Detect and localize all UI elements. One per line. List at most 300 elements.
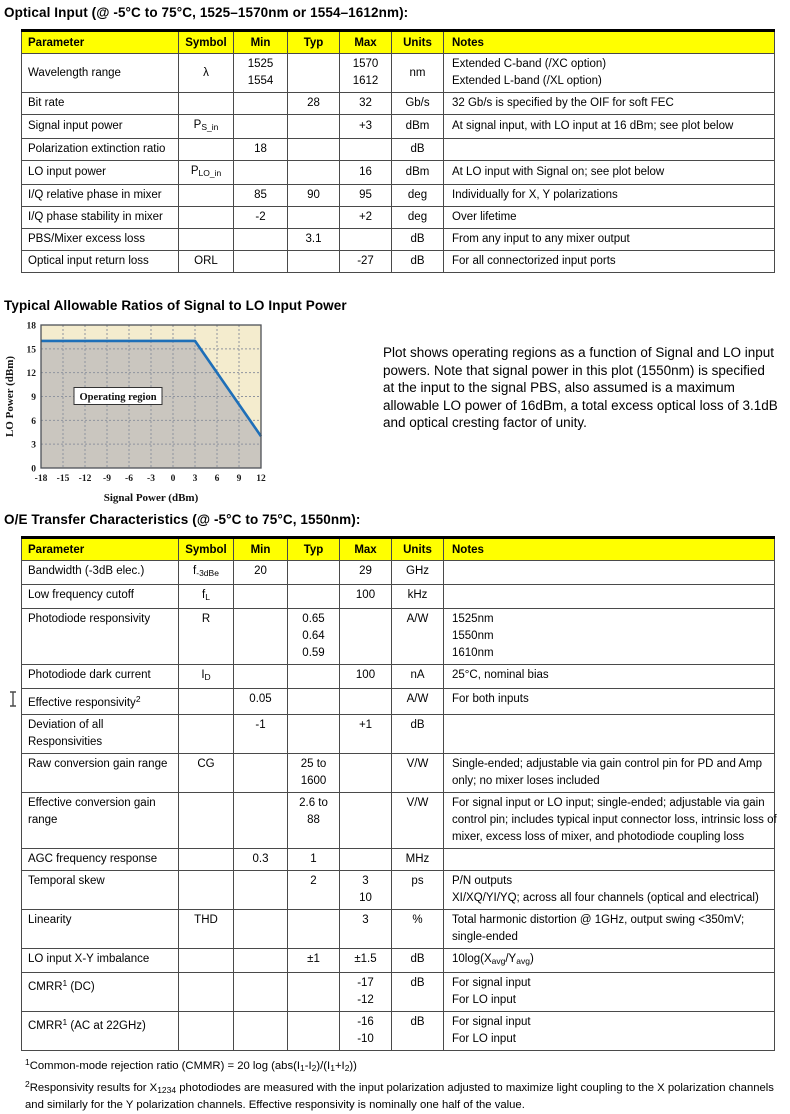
empty-cell-line — [291, 912, 336, 929]
table-row — [22, 561, 775, 585]
empty-cell-line — [343, 795, 388, 812]
cell-parameter — [22, 229, 179, 251]
table-row — [22, 849, 775, 871]
i-beam-cursor — [8, 691, 18, 707]
cell-parameter — [22, 161, 179, 185]
cell-units — [392, 871, 444, 910]
cell-line: 88 — [307, 814, 320, 826]
cell-line: only; no mixer loses included — [452, 775, 600, 787]
column-header-min: Min — [234, 31, 288, 54]
cell-parameter — [22, 207, 179, 229]
cell-min — [234, 871, 288, 910]
y-axis-tick-label: 3 — [31, 440, 36, 451]
cell-line: +3 — [358, 120, 373, 132]
cell-min — [234, 665, 288, 689]
cell-parameter — [22, 115, 179, 139]
cell-line: -27 — [357, 255, 374, 267]
cell-typ — [288, 871, 340, 910]
cell-symbol — [179, 1012, 234, 1051]
cell-line: GHz — [406, 565, 429, 577]
cell-line: Raw conversion gain range — [28, 758, 168, 770]
empty-cell-line — [182, 187, 230, 204]
cell-line: 1 — [310, 853, 317, 865]
cell-min — [234, 115, 288, 139]
cell-line: dB — [410, 719, 425, 731]
cell-line: 1525nm — [452, 613, 494, 625]
datasheet-page — [0, 5, 790, 1111]
cell-line: 3 — [362, 914, 369, 926]
cell-line: Responsivities — [28, 736, 103, 748]
x-axis-tick-label: -18 — [34, 474, 48, 484]
column-header-max: Max — [340, 538, 392, 561]
cell-line: For LO input — [452, 1033, 516, 1045]
cell-units — [392, 973, 444, 1012]
cell-notes — [444, 185, 775, 207]
section-title-oe-transfer: O/E Transfer Characteristics (@ -5°C to 75°C, 1550nm): — [4, 512, 361, 527]
cell-typ — [288, 793, 340, 849]
cell-line: Bandwidth (-3dB elec.) — [28, 565, 145, 577]
cell-line: 3 — [362, 875, 369, 887]
cell-line: control pin; includes typical input connector loss, intrinsic loss of — [452, 814, 777, 826]
empty-cell-line — [237, 118, 284, 135]
table-row — [22, 871, 775, 910]
cell-min — [234, 161, 288, 185]
empty-cell-line — [452, 717, 771, 734]
cell-min — [234, 1012, 288, 1051]
cell-units — [392, 849, 444, 871]
cell-line: PBS/Mixer excess loss — [28, 233, 145, 245]
cell-line: 32 — [359, 97, 372, 109]
cell-min — [234, 585, 288, 609]
cell-line: dB — [410, 1016, 425, 1028]
cell-max — [340, 207, 392, 229]
cell-max — [340, 793, 392, 849]
cell-line: -2 — [255, 211, 266, 223]
cell-line: single-ended — [452, 931, 518, 943]
empty-cell-line — [182, 795, 230, 812]
empty-cell-line — [237, 667, 284, 684]
cell-line: CMRR$^1$ (DC) — [28, 978, 95, 993]
cell-min — [234, 229, 288, 251]
chart-description: Plot shows operating regions as a function of Signal and LO input powers. Note that signal power in this plot (1550nm) is specified at the input to the signal PBS, also assumed is a maximum allowable LO power of 16dBm, a total excess optical loss of 3.1dB and optical cresting factor of unity. — [383, 345, 778, 430]
cell-line: -17 — [357, 977, 374, 989]
cell-units — [392, 207, 444, 229]
cell-max — [340, 665, 392, 689]
column-header-max: Max — [340, 31, 392, 54]
cell-max — [340, 139, 392, 161]
cell-symbol — [179, 161, 234, 185]
cell-line: Bit rate — [28, 97, 65, 109]
x-axis-tick-label: 6 — [214, 474, 220, 484]
cell-line: Total harmonic distortion @ 1GHz, output swing <350mV; — [452, 914, 745, 926]
cell-min — [234, 609, 288, 665]
table-row — [22, 754, 775, 793]
cell-notes — [444, 54, 775, 93]
empty-cell-line — [182, 951, 230, 968]
cell-max — [340, 54, 392, 93]
table-row — [22, 689, 775, 715]
cell-max — [340, 185, 392, 207]
cell-line: $P_{S\_in}$ — [193, 119, 219, 132]
table-row — [22, 665, 775, 689]
table-row — [22, 115, 775, 139]
cell-line: 1570 — [352, 58, 379, 70]
cell-symbol — [179, 93, 234, 115]
x-axis-tick-label: -12 — [78, 474, 92, 484]
cell-notes — [444, 93, 775, 115]
empty-cell-line — [291, 587, 336, 604]
cell-units — [392, 251, 444, 273]
column-header-parameter: Parameter — [22, 538, 179, 561]
x-axis-tick-label: 12 — [256, 474, 266, 484]
cell-line: mixer, excess loss of mixer, and photodiode coupling loss — [452, 831, 745, 843]
cell-max — [340, 949, 392, 973]
cell-line: 95 — [359, 189, 372, 201]
cell-line: 18 — [254, 143, 267, 155]
column-header-parameter: Parameter — [22, 31, 179, 54]
cell-line: 25 to — [300, 758, 327, 770]
cell-line: At LO input with Signal on; see plot below — [452, 166, 665, 178]
empty-cell-line — [182, 851, 230, 868]
cell-units — [392, 161, 444, 185]
cell-symbol — [179, 185, 234, 207]
empty-cell-line — [237, 873, 284, 890]
cell-line: dBm — [405, 120, 430, 132]
cell-line: kHz — [407, 589, 428, 601]
cell-symbol — [179, 251, 234, 273]
cell-line: 100 — [355, 589, 376, 601]
cell-line: $10\log(X_{avg}/Y_{avg})$ — [452, 953, 534, 966]
cell-typ — [288, 609, 340, 665]
cell-line: 85 — [254, 189, 267, 201]
cell-symbol — [179, 871, 234, 910]
table-row — [22, 1012, 775, 1051]
cell-line: 0.65 — [302, 613, 325, 625]
cell-line: λ — [203, 66, 209, 79]
empty-cell-line — [182, 95, 230, 112]
cell-line: 0.64 — [302, 630, 325, 642]
cell-line: 10 — [359, 892, 372, 904]
cell-max — [340, 161, 392, 185]
cell-typ — [288, 754, 340, 793]
y-axis-tick-label: 12 — [26, 369, 36, 380]
cell-notes — [444, 229, 775, 251]
cell-units — [392, 754, 444, 793]
x-axis-title: Signal Power (dBm) — [103, 492, 199, 504]
cell-line: Low frequency cutoff — [28, 589, 134, 601]
cell-line: Photodiode responsivity — [28, 613, 151, 625]
cell-line: nA — [410, 669, 425, 681]
cell-line: Photodiode dark current — [28, 669, 151, 681]
cell-notes — [444, 715, 775, 754]
cell-line: V/W — [406, 758, 429, 770]
empty-cell-line — [291, 1014, 336, 1031]
cell-notes — [444, 115, 775, 139]
x-axis-tick-label: -3 — [147, 474, 155, 484]
signal-lo-power-chart — [3, 318, 283, 509]
optical-input-table — [21, 29, 775, 273]
cell-line: At signal input, with LO input at 16 dBm; see plot below — [452, 120, 734, 132]
cell-parameter — [22, 1012, 179, 1051]
empty-cell-line — [291, 141, 336, 158]
cell-parameter — [22, 561, 179, 585]
cell-notes — [444, 251, 775, 273]
cell-min — [234, 54, 288, 93]
cell-notes — [444, 1012, 775, 1051]
cell-line: % — [412, 914, 423, 926]
cell-line: ps — [411, 875, 424, 887]
cell-min — [234, 715, 288, 754]
cell-line: P/N outputs — [452, 875, 513, 887]
cell-line: $f_L$ — [202, 589, 210, 602]
empty-cell-line — [291, 164, 336, 181]
cell-typ — [288, 207, 340, 229]
empty-cell-line — [291, 717, 336, 734]
cell-line: For LO input — [452, 994, 516, 1006]
cell-notes — [444, 793, 775, 849]
y-axis-title: LO Power (dBm) — [4, 355, 16, 438]
x-axis-tick-label: -6 — [125, 474, 133, 484]
column-header-symbol: Symbol — [179, 538, 234, 561]
cell-line: Temporal skew — [28, 875, 105, 887]
cell-max — [340, 229, 392, 251]
cell-line: Over lifetime — [452, 211, 517, 223]
cell-line: LO input power — [28, 166, 106, 178]
column-header-symbol: Symbol — [179, 31, 234, 54]
cell-line: 0.3 — [252, 853, 269, 865]
y-axis-tick-label: 9 — [31, 393, 36, 403]
cell-line: For all connectorized input ports — [452, 255, 616, 267]
cell-min — [234, 139, 288, 161]
empty-cell-line — [452, 141, 771, 158]
cell-line: $P_{LO\_in}$ — [190, 165, 222, 178]
cell-line: For signal input — [452, 1016, 531, 1028]
cell-line: R — [201, 613, 211, 625]
cell-symbol — [179, 973, 234, 1012]
cell-line: Gb/s — [405, 97, 430, 109]
empty-cell-line — [452, 587, 771, 604]
column-header-typ: Typ — [288, 31, 340, 54]
empty-cell-line — [291, 118, 336, 135]
cell-notes — [444, 207, 775, 229]
cell-line: dB — [410, 255, 425, 267]
cell-max — [340, 115, 392, 139]
table-row — [22, 585, 775, 609]
cell-symbol — [179, 793, 234, 849]
table-row — [22, 229, 775, 251]
table-row — [22, 139, 775, 161]
cell-line: THD — [194, 914, 218, 926]
cell-line: I/Q phase stability in mixer — [28, 211, 163, 223]
cell-typ — [288, 93, 340, 115]
cell-parameter — [22, 609, 179, 665]
cell-line: dB — [410, 953, 425, 965]
cell-typ — [288, 689, 340, 715]
cell-symbol — [179, 910, 234, 949]
empty-cell-line — [452, 563, 771, 580]
cell-min — [234, 207, 288, 229]
table-row — [22, 161, 775, 185]
cell-line: Effective conversion gain — [28, 797, 156, 809]
table-row — [22, 793, 775, 849]
cell-max — [340, 871, 392, 910]
table-row — [22, 251, 775, 273]
empty-cell-line — [237, 795, 284, 812]
cell-units — [392, 689, 444, 715]
cell-max — [340, 973, 392, 1012]
empty-cell-line — [182, 975, 230, 992]
cell-line: 29 — [359, 565, 372, 577]
x-axis-tick-label: 9 — [236, 474, 242, 484]
cell-line: 25°C, nominal bias — [452, 669, 549, 681]
cell-line: For both inputs — [452, 693, 529, 705]
empty-cell-line — [182, 231, 230, 248]
cell-units — [392, 910, 444, 949]
cell-min — [234, 949, 288, 973]
cell-line: +1 — [358, 719, 373, 731]
cell-min — [234, 910, 288, 949]
cell-line: Linearity — [28, 914, 72, 926]
cell-parameter — [22, 949, 179, 973]
cell-symbol — [179, 609, 234, 665]
cell-line: deg — [407, 189, 428, 201]
cell-typ — [288, 910, 340, 949]
cell-parameter — [22, 754, 179, 793]
cell-line: LO input X-Y imbalance — [28, 953, 150, 965]
table-row — [22, 910, 775, 949]
empty-cell-line — [237, 164, 284, 181]
cell-typ — [288, 949, 340, 973]
cell-notes — [444, 973, 775, 1012]
footnote-cmrr-definition: $^1$Common-mode rejection ratio (CMMR) = 20 $\log (abs(I_1-I_2)/(I_1+I_2))$ — [25, 1057, 357, 1073]
cell-line: 0.59 — [302, 647, 325, 659]
cell-line: 1550nm — [452, 630, 494, 642]
cell-typ — [288, 1012, 340, 1051]
cell-parameter — [22, 849, 179, 871]
cell-line: 2 — [310, 875, 317, 887]
cell-line: 20 — [254, 565, 267, 577]
cell-notes — [444, 139, 775, 161]
table-row — [22, 973, 775, 1012]
operating-region-label: Operating region — [79, 392, 157, 403]
cell-units — [392, 1012, 444, 1051]
cell-line: Effective responsivity$^2$ — [28, 694, 141, 709]
cell-notes — [444, 949, 775, 973]
cell-symbol — [179, 585, 234, 609]
header-row — [22, 31, 775, 54]
cell-line: 0.05 — [249, 693, 272, 705]
cell-max — [340, 93, 392, 115]
cell-symbol — [179, 665, 234, 689]
cell-typ — [288, 115, 340, 139]
empty-cell-line — [237, 611, 284, 628]
cell-line: MHz — [405, 853, 430, 865]
cell-typ — [288, 185, 340, 207]
table-row — [22, 949, 775, 973]
cell-parameter — [22, 871, 179, 910]
cell-symbol — [179, 715, 234, 754]
empty-cell-line — [291, 691, 336, 708]
cell-parameter — [22, 585, 179, 609]
cell-max — [340, 585, 392, 609]
empty-cell-line — [237, 912, 284, 929]
cell-units — [392, 54, 444, 93]
cell-line: 100 — [355, 669, 376, 681]
cell-typ — [288, 849, 340, 871]
empty-cell-line — [291, 65, 336, 82]
cell-line: CG — [197, 758, 215, 770]
chart-section — [0, 318, 790, 509]
cell-parameter — [22, 793, 179, 849]
cell-symbol — [179, 849, 234, 871]
column-header-notes: Notes — [444, 31, 775, 54]
cell-line: A/W — [406, 693, 429, 705]
cell-typ — [288, 561, 340, 585]
cell-symbol — [179, 207, 234, 229]
cell-line: Wavelength range — [28, 66, 121, 79]
cell-parameter — [22, 665, 179, 689]
empty-cell-line — [237, 253, 284, 270]
cell-typ — [288, 161, 340, 185]
cell-parameter — [22, 93, 179, 115]
y-axis-tick-label: 0 — [31, 464, 36, 475]
cell-parameter — [22, 54, 179, 93]
cell-line: 1554 — [247, 75, 274, 87]
cell-min — [234, 849, 288, 871]
empty-cell-line — [237, 95, 284, 112]
cell-symbol — [179, 54, 234, 93]
cell-notes — [444, 561, 775, 585]
cell-min — [234, 973, 288, 1012]
y-axis-tick-label: 15 — [26, 345, 36, 356]
cell-symbol — [179, 229, 234, 251]
table-row — [22, 715, 775, 754]
cell-line: -10 — [357, 1033, 374, 1045]
cell-line: I/Q relative phase in mixer — [28, 189, 162, 201]
cell-line: dB — [410, 143, 425, 155]
signal-lo-power-chart-svg — [3, 318, 283, 504]
column-header-units: Units — [392, 538, 444, 561]
cell-notes — [444, 849, 775, 871]
oe-transfer-table — [21, 536, 775, 1051]
cell-typ — [288, 585, 340, 609]
empty-cell-line — [237, 1014, 284, 1031]
empty-cell-line — [182, 1014, 230, 1031]
cell-parameter — [22, 973, 179, 1012]
cell-line: Signal input power — [28, 120, 123, 132]
cell-min — [234, 754, 288, 793]
empty-cell-line — [237, 756, 284, 773]
cell-line: For signal input — [452, 977, 531, 989]
cell-notes — [444, 910, 775, 949]
cell-notes — [444, 665, 775, 689]
cell-typ — [288, 251, 340, 273]
empty-cell-line — [452, 851, 771, 868]
cell-line: -12 — [357, 994, 374, 1006]
cell-max — [340, 849, 392, 871]
table-row — [22, 54, 775, 93]
table-row — [22, 93, 775, 115]
empty-cell-line — [237, 975, 284, 992]
cell-line: 32 Gb/s is specified by the OIF for soft FEC — [452, 97, 674, 109]
cell-line: 1610nm — [452, 647, 494, 659]
empty-cell-line — [237, 587, 284, 604]
x-axis-tick-label: 0 — [170, 474, 176, 484]
empty-cell-line — [343, 231, 388, 248]
empty-cell-line — [237, 951, 284, 968]
cell-line: From any input to any mixer output — [452, 233, 630, 245]
table-row — [22, 609, 775, 665]
